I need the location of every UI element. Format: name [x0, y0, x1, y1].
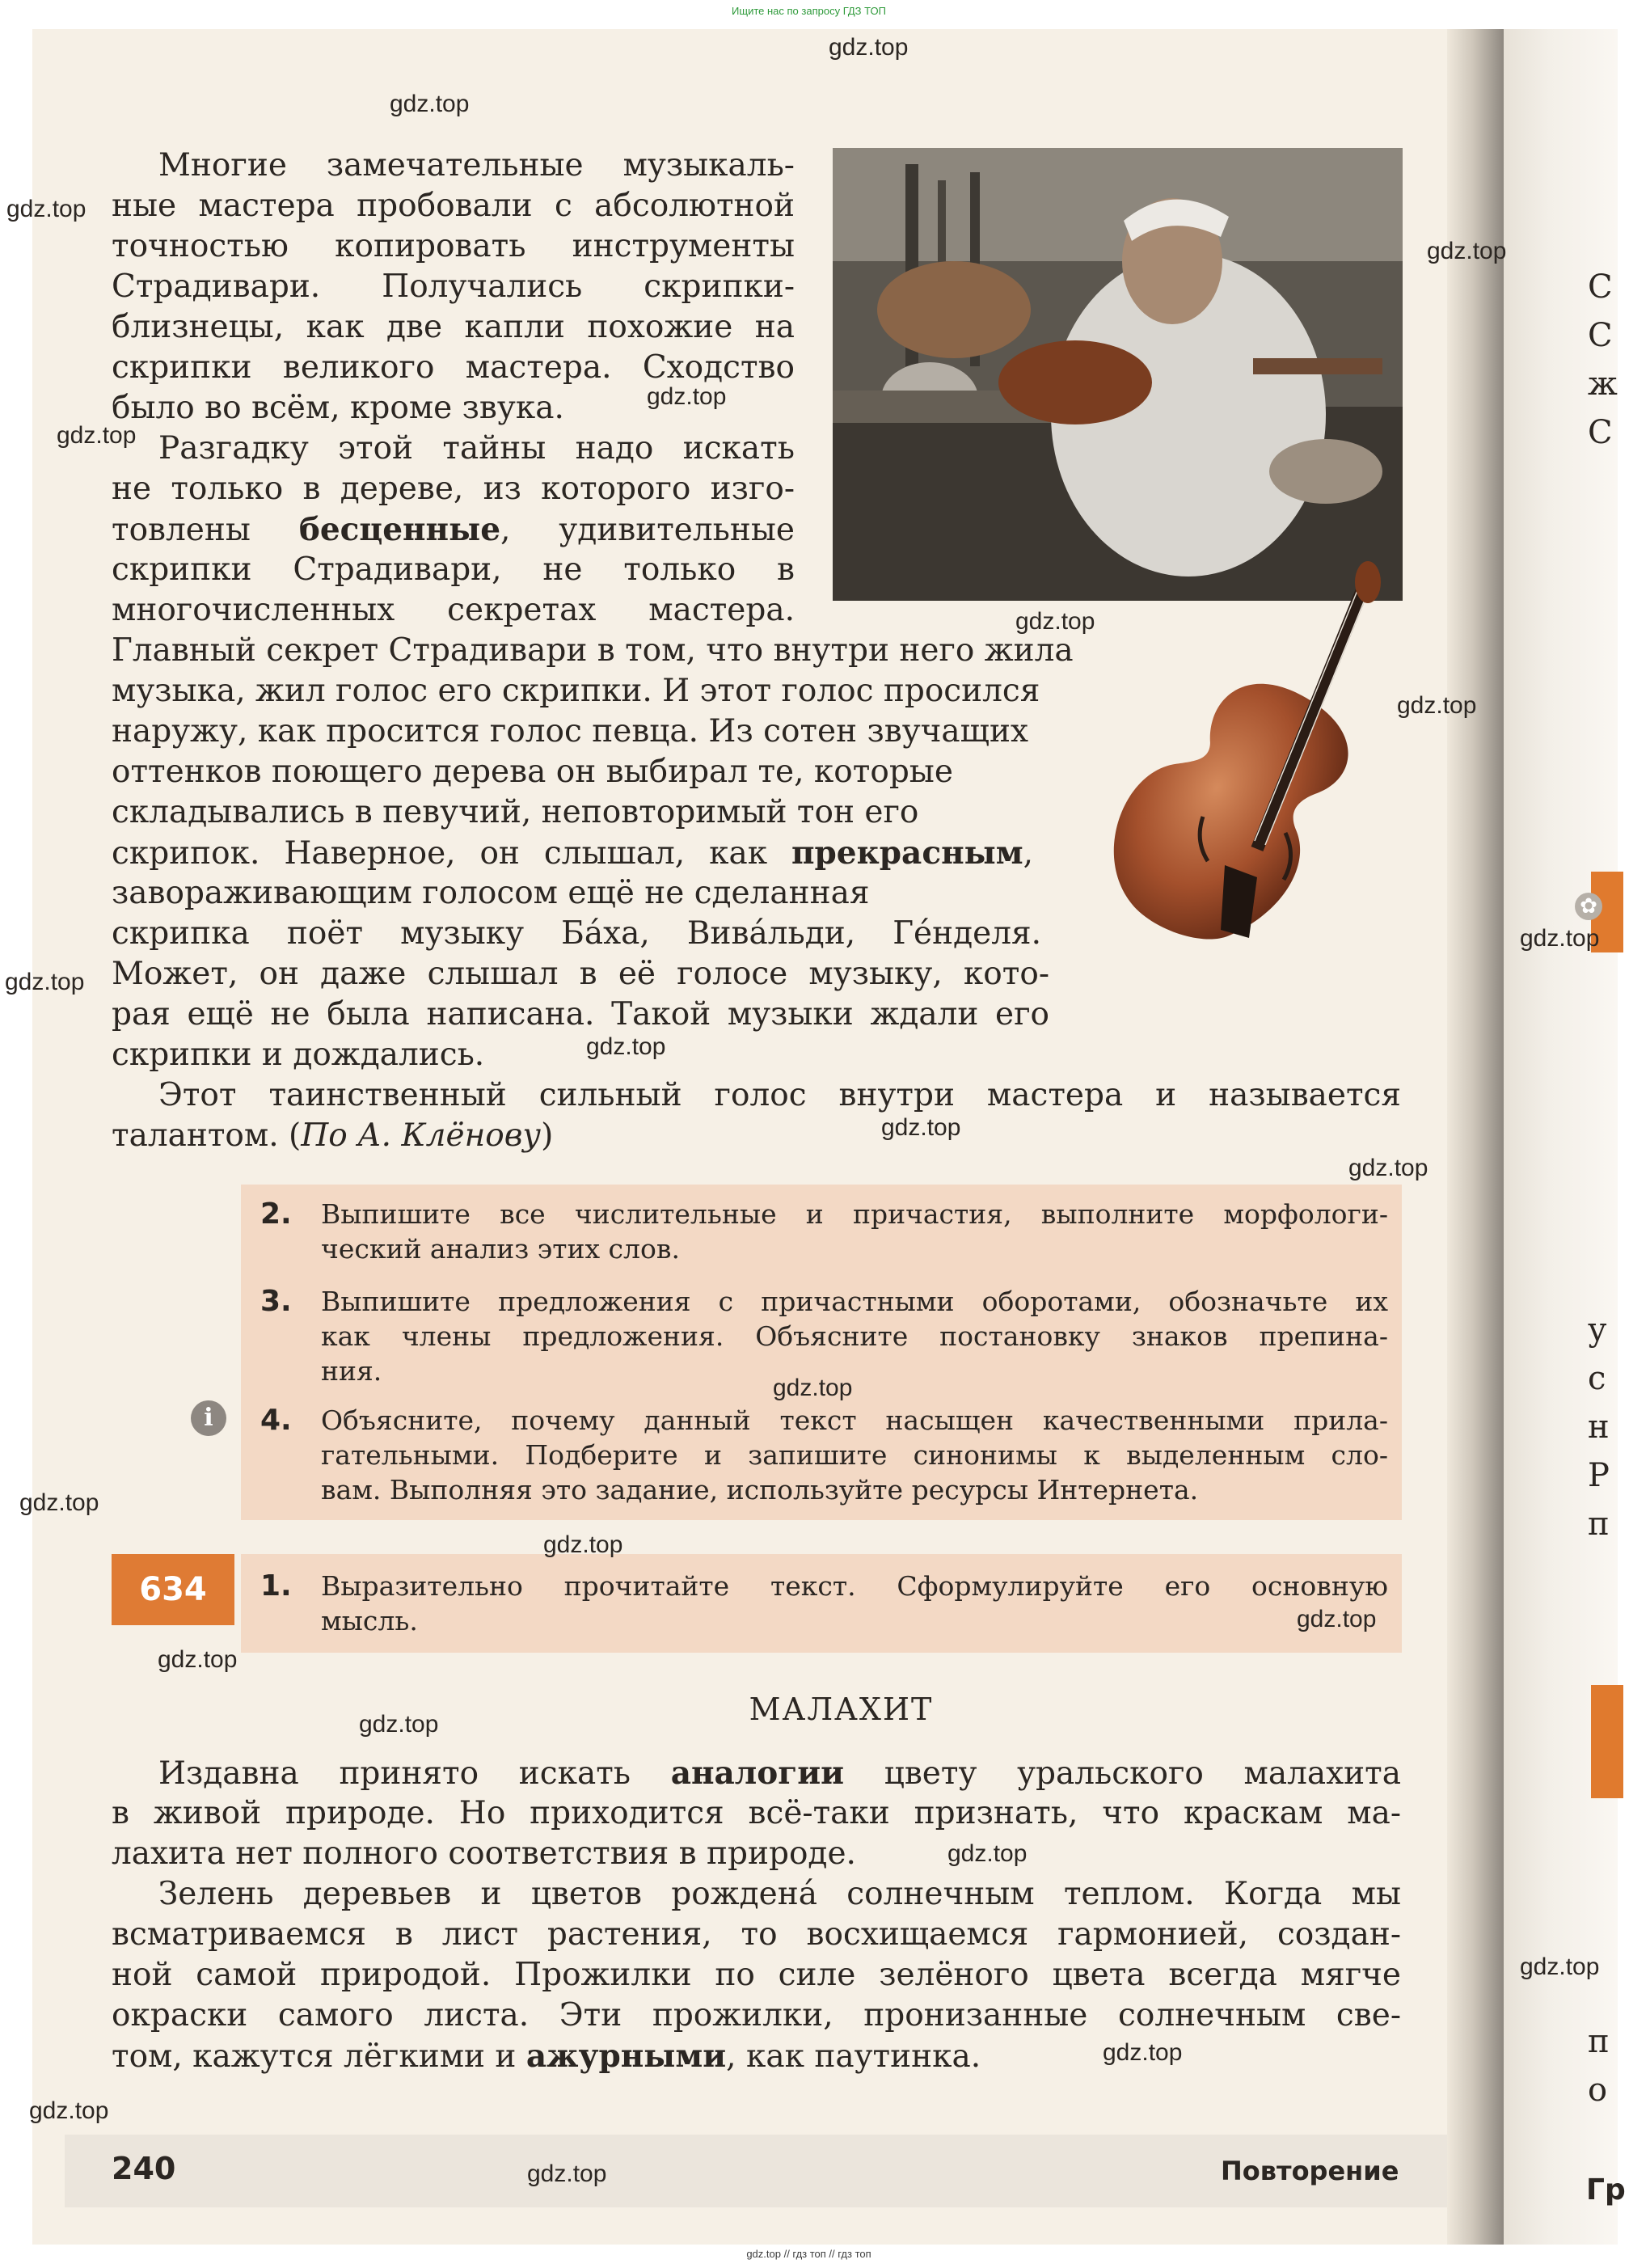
- passage-line: талантом. (По А. Клёнову): [112, 1117, 554, 1154]
- watermark-gdz: gdz.top: [1520, 925, 1600, 952]
- next-page-letter: ж: [1588, 365, 1618, 403]
- watermark-gdz: gdz.top: [586, 1033, 666, 1060]
- next-page-letter: о: [1588, 2072, 1608, 2109]
- task-line: ния.: [321, 1355, 382, 1387]
- master-photo: [833, 148, 1403, 601]
- watermark-gdz: gdz.top: [773, 1375, 853, 1401]
- next-page-letter: п: [1588, 2023, 1610, 2060]
- watermark-gdz: gdz.top: [5, 969, 85, 995]
- passage-line: ные мастера пробовали с абсолютной: [112, 188, 795, 224]
- watermark-gdz: gdz.top: [1297, 1606, 1377, 1632]
- passage-line: лахита нет полного соответствия в природе.: [112, 1835, 856, 1872]
- task-line: Выпишите предложения с причастными оборотами, обозначьте их: [321, 1286, 1388, 1317]
- watermark-bottom: gdz.top // гдз топ // гдз топ: [746, 2248, 871, 2260]
- next-page-letter: Р: [1588, 1457, 1610, 1494]
- violin-illustration: [1083, 558, 1390, 978]
- task-line: ческий анализ этих слов.: [321, 1233, 680, 1265]
- passage-line: близнецы, как две капли похожие на: [112, 309, 795, 345]
- task-line: гательными. Подберите и запишите синонимы к выделенным сло-: [321, 1439, 1388, 1471]
- passage-line: многочисленных секретах мастера.: [112, 592, 795, 628]
- bold-word: бесценные: [298, 511, 501, 548]
- next-page-letter: с: [1588, 1360, 1606, 1397]
- bold-word: ажурными: [525, 2038, 727, 2075]
- task-number: 3.: [260, 1285, 292, 1318]
- passage-line: не только в дереве, из которого изго-: [112, 471, 795, 507]
- next-page-letter: С: [1588, 414, 1613, 451]
- task-line: Выпишите все числительные и причастия, выполните морфологи-: [321, 1198, 1388, 1230]
- watermark-gdz: gdz.top: [390, 91, 470, 117]
- passage-line: скрипка поёт музыку Ба́ха, Вива́льди, Ге́нделя.: [112, 915, 1041, 952]
- text-title: МАЛАХИТ: [749, 1691, 934, 1727]
- bold-word: аналогии: [670, 1755, 845, 1792]
- passage-line: было во всём, кроме звука.: [112, 390, 564, 426]
- passage-line: оттенков поющего дерева он выбирал те, которые: [112, 754, 953, 790]
- watermark-gdz: gdz.top: [6, 196, 87, 222]
- passage-line: Зелень деревьев и цветов рождена́ солнечным теплом. Когда мы: [158, 1876, 1401, 1912]
- passage-line: окраски самого листа. Эти прожилки, пронизанные солнечным све-: [112, 1997, 1401, 2034]
- watermark-gdz: gdz.top: [1348, 1155, 1428, 1181]
- next-page-letter: у: [1588, 1311, 1607, 1349]
- passage-line: завораживающим голосом ещё не сделанная: [112, 875, 870, 911]
- watermark-gdz: gdz.top: [881, 1114, 961, 1141]
- exercise-number-badge: 634: [112, 1554, 234, 1625]
- task-number: 2.: [260, 1197, 292, 1231]
- passage-line: скрипки Страдивари, не только в: [112, 551, 795, 588]
- task-number: 1.: [260, 1569, 292, 1603]
- passage-line: Разгадку этой тайны надо искать: [158, 430, 795, 467]
- watermark-gdz: gdz.top: [359, 1711, 439, 1738]
- passage-line: точностью копировать инструменты: [112, 228, 795, 264]
- passage-line: скрипки великого мастера. Сходство: [112, 349, 795, 386]
- passage-line: Может, он даже слышал в её голосе музыку, кото-: [112, 956, 1049, 992]
- watermark-gdz: gdz.top: [829, 34, 909, 61]
- section-name: Повторение: [1221, 2156, 1399, 2186]
- next-page-letter: п: [1588, 1506, 1610, 1543]
- page-number: 240: [112, 2151, 176, 2186]
- passage-line: скрипок. Наверное, он слышал, как прекрасным,: [112, 834, 1033, 872]
- watermark-gdz: gdz.top: [527, 2160, 607, 2187]
- task-line: Объясните, почему данный текст насыщен качественными прила-: [321, 1404, 1388, 1436]
- info-icon[interactable]: i: [191, 1400, 226, 1436]
- task-line: вам. Выполняя это задание, используйте ресурсы Интернета.: [321, 1474, 1199, 1506]
- watermark-gdz: gdz.top: [647, 383, 727, 410]
- passage-line: Издавна принято искать аналогии цвету уральского малахита: [158, 1755, 1401, 1792]
- next-page-letter: С: [1588, 268, 1613, 306]
- task-line: Выразительно прочитайте текст. Сформулируйте его основную: [321, 1570, 1388, 1602]
- watermark-top: Ищите нас по запросу ГДЗ ТОП: [732, 5, 886, 17]
- passage-line: Этот таинственный сильный голос внутри мастера и называется: [158, 1077, 1401, 1113]
- passage-line: музыка, жил голос его скрипки. И этот голос просился: [112, 673, 1040, 709]
- next-page-footer: Гр: [1586, 2173, 1626, 2207]
- bold-word: прекрасным: [791, 834, 1023, 872]
- task-number: 4.: [260, 1404, 292, 1437]
- watermark-gdz: gdz.top: [1397, 692, 1477, 719]
- watermark-gdz: gdz.top: [1015, 608, 1095, 635]
- watermark-gdz: gdz.top: [29, 2097, 109, 2124]
- watermark-gdz: gdz.top: [1103, 2039, 1183, 2066]
- task-line: мысль.: [321, 1605, 418, 1637]
- next-page-edge: [1504, 29, 1626, 2245]
- watermark-gdz: gdz.top: [947, 1840, 1028, 1867]
- watermark-gdz: gdz.top: [1520, 1953, 1600, 1980]
- passage-line: Страдивари. Получались скрипки-: [112, 268, 795, 305]
- passage-line: Многие замечательные музыкаль-: [158, 147, 795, 184]
- next-page-letter: С: [1588, 317, 1613, 354]
- passage-line: складывались в певучий, неповторимый тон его: [112, 794, 919, 830]
- passage-line: в живой природе. Но приходится всё-таки признать, что краскам ма-: [112, 1795, 1401, 1831]
- passage-line: товлены бесценные, удивительные: [112, 511, 795, 548]
- author-attribution: По А. Клёнову: [301, 1117, 542, 1154]
- watermark-gdz: gdz.top: [158, 1646, 238, 1673]
- passage-line: наружу, как просится голос певца. Из сотен звучащих: [112, 713, 1028, 750]
- passage-line: всматриваемся в лист растения, то восхищаемся гармонией, создан-: [112, 1916, 1401, 1953]
- passage-line: Главный секрет Страдивари в том, что внутри него жила: [112, 632, 1074, 669]
- watermark-gdz: gdz.top: [19, 1489, 99, 1516]
- watermark-gdz: gdz.top: [1427, 238, 1507, 264]
- next-page-letter: н: [1588, 1409, 1610, 1446]
- passage-line: ной самой природой. Прожилки по силе зелёного цвета всегда мягче: [112, 1957, 1401, 1993]
- watermark-gdz: gdz.top: [57, 422, 137, 449]
- watermark-gdz: gdz.top: [543, 1531, 623, 1558]
- passage-line: рая ещё не была написана. Такой музыки ждали его: [112, 996, 1049, 1033]
- gear-icon: ✿: [1575, 893, 1602, 920]
- book-gutter: [1447, 29, 1504, 2245]
- task-line: как члены предложения. Объясните постановку знаков препина-: [321, 1320, 1388, 1352]
- passage-line: том, кажутся лёгкими и ажурными, как паутинка.: [112, 2038, 981, 2075]
- passage-line: скрипки и дождались.: [112, 1037, 485, 1073]
